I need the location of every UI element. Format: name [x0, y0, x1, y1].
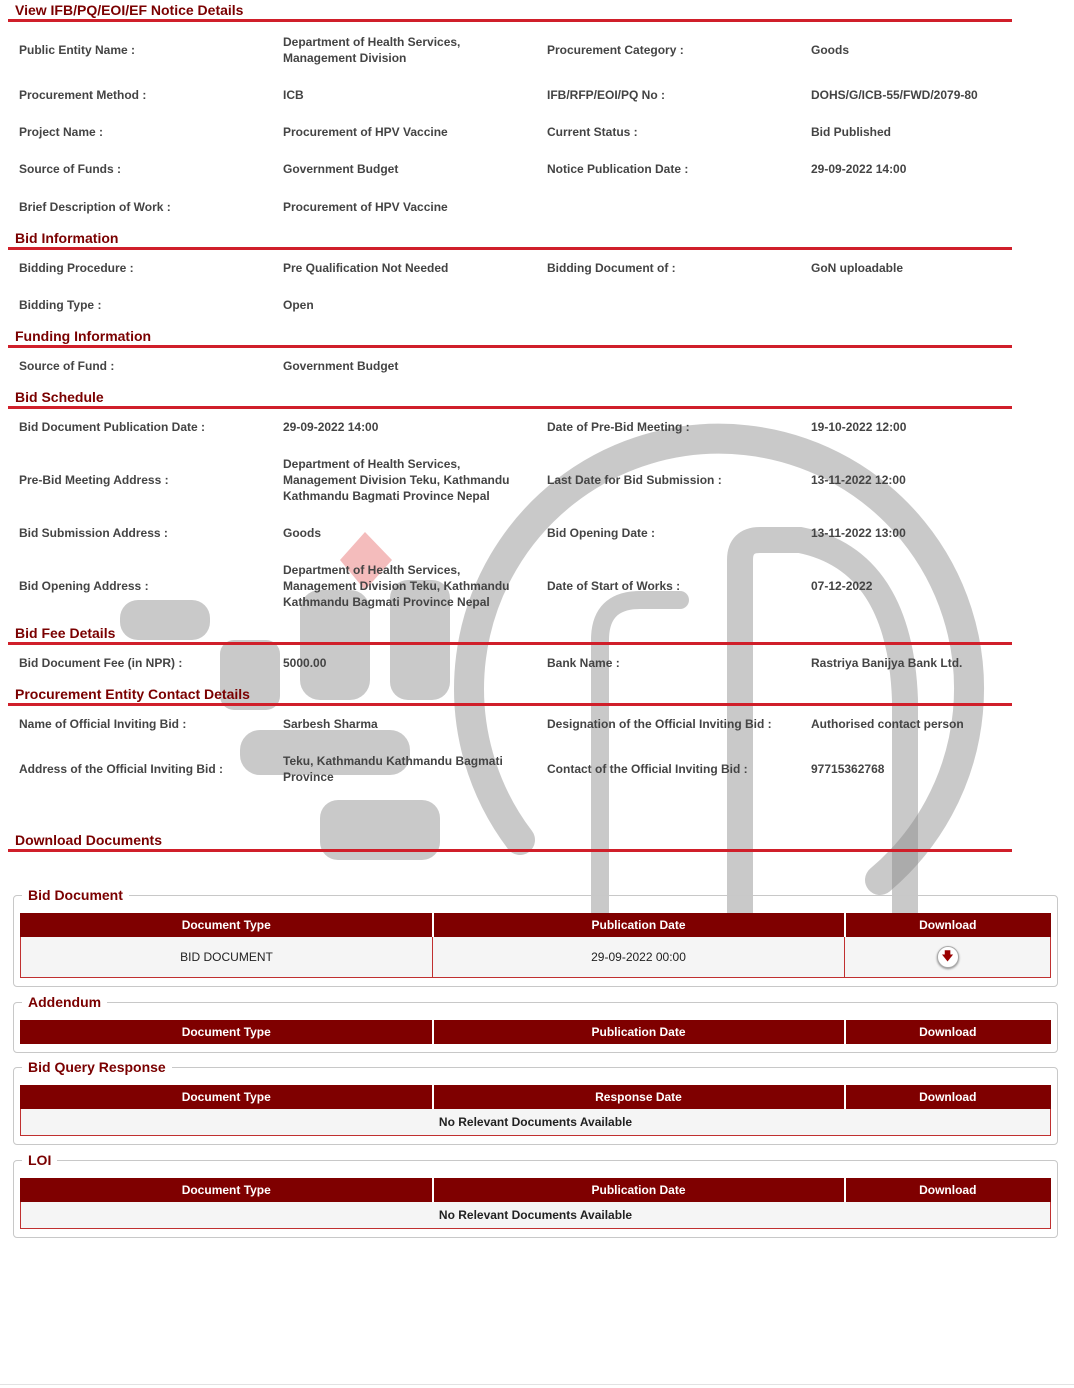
header-publication-date: Publication Date: [433, 1021, 845, 1044]
bidding-procedure-value: Pre Qualification Not Needed: [283, 261, 449, 275]
fee-value: 5000.00: [283, 656, 327, 670]
contact-value: 97715362768: [811, 762, 885, 776]
opening-address-value: Department of Health Services, Management Division Teku, Kathmandu Kathmandu Bagmati Province Nepal: [283, 563, 510, 609]
project-name-label: Project Name :: [19, 125, 104, 139]
doc-pub-date-value: 29-09-2022 14:00: [283, 420, 379, 434]
table-row: [21, 1202, 1051, 1229]
brief-description-value: Procurement of HPV Vaccine: [283, 200, 448, 214]
pre-bid-address-value: Department of Health Services, Management Division Teku, Kathmandu Kathmandu Bagmati Province Nepal: [283, 457, 510, 503]
pre-bid-date-label: Date of Pre-Bid Meeting :: [547, 420, 690, 434]
header-document-type: Document Type: [21, 914, 433, 937]
table-header-row: [21, 1021, 1051, 1044]
header-download: Download: [845, 914, 1051, 937]
bidding-procedure-label: Bidding Procedure :: [19, 261, 134, 275]
pre-bid-address-label: Pre-Bid Meeting Address :: [19, 473, 169, 487]
header-response-date: Response Date: [433, 1086, 845, 1109]
source-fund-value: Government Budget: [283, 359, 399, 373]
submission-address-label: Bid Submission Address :: [19, 526, 168, 540]
public-entity-value: Department of Health Services, Management Division: [283, 35, 461, 65]
source-fund-label: Source of Fund :: [19, 359, 115, 373]
query-response-panel: [13, 1059, 1058, 1145]
publication-date-label: Notice Publication Date :: [547, 162, 689, 176]
publication-date-cell: 29-09-2022 00:00: [433, 937, 845, 978]
section-title-bid-info: Bid Information: [8, 228, 1012, 250]
header-download: Download: [845, 1179, 1051, 1202]
download-arrow-icon[interactable]: 🡇: [937, 946, 959, 968]
header-publication-date: Publication Date: [433, 914, 845, 937]
table-header-row: [21, 1179, 1051, 1202]
procurement-method-label: Procurement Method :: [19, 88, 147, 102]
designation-value: Authorised contact person: [811, 717, 964, 731]
last-date-value: 13-11-2022 12:00: [811, 473, 906, 487]
source-funds-label: Source of Funds :: [19, 162, 121, 176]
official-name-value: Sarbesh Sharma: [283, 717, 378, 731]
bid-document-table: [20, 913, 1051, 978]
header-publication-date: Publication Date: [433, 1179, 845, 1202]
section-title-notice: View IFB/PQ/EOI/EF Notice Details: [8, 0, 1012, 22]
bidding-document-value: GoN uploadable: [811, 261, 904, 275]
bank-value: Rastriya Banijya Bank Ltd.: [811, 656, 963, 670]
empty-message: No Relevant Documents Available: [21, 1109, 1051, 1136]
last-date-label: Last Date for Bid Submission :: [547, 473, 722, 487]
download-cell: [845, 937, 1051, 978]
contact-label: Contact of the Official Inviting Bid :: [547, 762, 748, 776]
page-bottom-divider: [0, 1384, 1074, 1385]
procurement-category-value: Goods: [811, 43, 849, 57]
section-title-schedule: Bid Schedule: [8, 387, 1012, 409]
start-works-label: Date of Start of Works :: [547, 579, 681, 593]
project-name-value: Procurement of HPV Vaccine: [283, 125, 448, 139]
fee-label: Bid Document Fee (in NPR) :: [19, 656, 183, 670]
opening-address-label: Bid Opening Address :: [19, 579, 149, 593]
table-row: [21, 1109, 1051, 1136]
ifb-no-value: DOHS/G/ICB-55/FWD/2079-80: [811, 88, 978, 102]
addendum-legend: Addendum: [28, 994, 102, 1010]
pre-bid-date-value: 19-10-2022 12:00: [811, 420, 907, 434]
addendum-panel: [13, 994, 1058, 1053]
addendum-table: [20, 1020, 1051, 1044]
submission-address-value: Goods: [283, 526, 321, 540]
document-type-cell: BID DOCUMENT: [21, 937, 433, 978]
brief-description-label: Brief Description of Work :: [19, 200, 171, 214]
table-row: [21, 937, 1051, 978]
query-response-legend: Bid Query Response: [28, 1059, 166, 1075]
doc-pub-date-label: Bid Document Publication Date :: [19, 420, 206, 434]
bidding-type-value: Open: [283, 298, 314, 312]
official-address-label: Address of the Official Inviting Bid :: [19, 762, 224, 776]
start-works-value: 07-12-2022: [811, 579, 873, 593]
header-download: Download: [845, 1021, 1051, 1044]
procurement-category-label: Procurement Category :: [547, 43, 684, 57]
opening-date-value: 13-11-2022 13:00: [811, 526, 906, 540]
header-document-type: Document Type: [21, 1179, 433, 1202]
section-title-funding: Funding Information: [8, 326, 1012, 348]
bid-document-legend: Bid Document: [28, 887, 123, 903]
public-entity-label: Public Entity Name :: [19, 43, 136, 57]
header-document-type: Document Type: [21, 1086, 433, 1109]
section-title-contact: Procurement Entity Contact Details: [8, 684, 1012, 706]
loi-legend: LOI: [28, 1152, 52, 1168]
publication-date-value: 29-09-2022 14:00: [811, 162, 907, 176]
ifb-no-label: IFB/RFP/EOI/PQ No :: [547, 88, 666, 102]
table-header-row: [21, 1086, 1051, 1109]
section-title-fee: Bid Fee Details: [8, 623, 1012, 645]
procurement-method-value: ICB: [283, 88, 304, 102]
bid-document-panel: [13, 887, 1058, 987]
table-header-row: [21, 914, 1051, 937]
bank-label: Bank Name :: [547, 656, 620, 670]
official-name-label: Name of Official Inviting Bid :: [19, 717, 187, 731]
empty-message: No Relevant Documents Available: [21, 1202, 1051, 1229]
section-title-downloads: Download Documents: [8, 830, 1012, 852]
official-address-value: Teku, Kathmandu Kathmandu Bagmati Province: [283, 754, 503, 784]
query-response-table: [20, 1085, 1051, 1136]
source-funds-value: Government Budget: [283, 162, 399, 176]
header-document-type: Document Type: [21, 1021, 433, 1044]
current-status-label: Current Status :: [547, 125, 638, 139]
bidding-type-label: Bidding Type :: [19, 298, 102, 312]
loi-panel: [13, 1152, 1058, 1238]
current-status-value: Bid Published: [811, 125, 892, 139]
bidding-document-label: Bidding Document of :: [547, 261, 676, 275]
opening-date-label: Bid Opening Date :: [547, 526, 655, 540]
loi-table: [20, 1178, 1051, 1229]
designation-label: Designation of the Official Inviting Bid :: [547, 717, 772, 731]
header-download: Download: [845, 1086, 1051, 1109]
